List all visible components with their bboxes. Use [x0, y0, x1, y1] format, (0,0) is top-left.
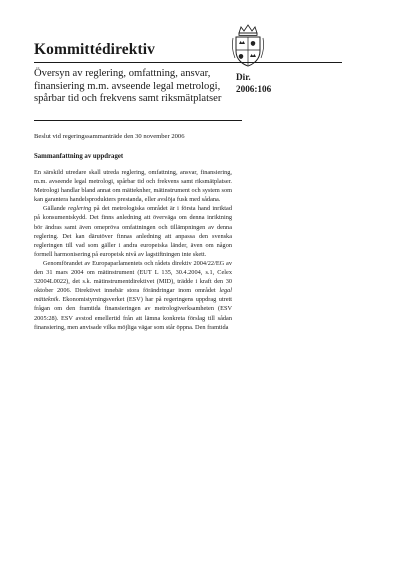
- document-type-heading: Kommittédirektiv: [34, 41, 155, 58]
- top-divider: [34, 62, 342, 63]
- paragraph-text: på det metrologiska området är i första hand inriktad på konsumentskydd. Det finns anledning att överväga om denna inriktning bör ändras samt även omepröva omfattningen och tillämpningen av denna reglering. Det kan därutöver finnas anledning att anpassa den svenska regleringen till vad som gäller i andra europeiska länder, även om någon formell harmonisering på europeisk nivå av lagstiftningen inte skett.: [34, 205, 232, 258]
- title-line: finansiering m.m. avseende legal metrologi,: [34, 80, 221, 92]
- paragraph-text: . Ekonomistyrningsverket (ESV) har på regeringens uppdrag utrett frågan om den framtida finansieringen av metrologiverksamheten (ESV 2005:28). ESV avstod emellertid från att lämna konkreta förslag till sådan finansiering, men anvisade vilka möjliga vägar som står öppna. Den framtida: [34, 296, 232, 331]
- directive-title: [34, 68, 230, 106]
- summary-heading: Sammanfattning av uppdraget: [34, 153, 124, 160]
- summary-paragraph: [34, 259, 232, 332]
- title-line: spårbar tid och frekvens samt riksmätplatser: [34, 93, 222, 105]
- summary-body: [34, 168, 232, 332]
- paragraph-text: Gällande: [43, 205, 69, 213]
- title-divider: [34, 120, 242, 121]
- directive-number: 2006:106: [236, 84, 272, 94]
- summary-paragraph: [34, 204, 232, 259]
- emphasized-term: reglering: [68, 205, 92, 213]
- paragraph-text: Genomförandet av Europaparlamentets och rådets direktiv 2004/22/EG av den 31 mars 2004 om mätinstrument (EUT L 135, 30.4.2004, s.1, Celex 32004L0022), det s.k. mätinstrumentdirektivet (MID), trädde i kraft den 30 oktober 2006. Direktivet innebär stora förändringar inom området: [34, 259, 232, 295]
- title-line: Översyn av reglering, omfattning, ansvar,: [34, 68, 211, 79]
- decision-line: Beslut vid regeringssammanträde den 30 november 2006: [34, 133, 185, 140]
- emphasized-term: legal mätteknik: [34, 287, 232, 304]
- directive-label: Dir.: [236, 72, 251, 82]
- summary-paragraph: En särskild utredare skall utreda reglering, omfattning, ansvar, finansiering, m.m. avseende legal metrologi, spårbar tid och frekvens samt riksmätplatser. Metrologi handlar bland annat om mätteknher, mätinstrument och system som kan garantera handelsprodukters prestanda, eller avslöja fusk med sådana.: [34, 169, 232, 204]
